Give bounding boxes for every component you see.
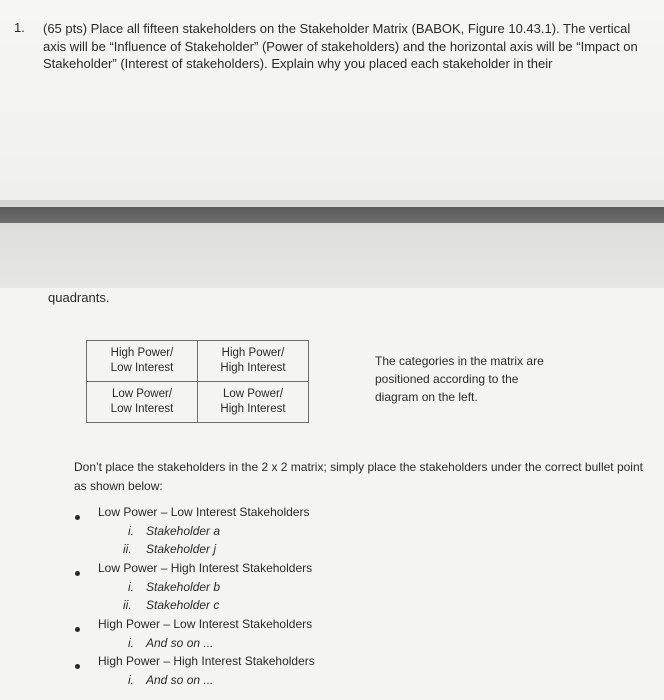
matrix-cell-high-power-high-interest [198, 341, 309, 382]
instructions: Don’t place the stakeholders in the 2 x 2 matrix; simply place the stakeholders under the correct bullet point as shown below: [74, 460, 643, 493]
sub-num: i. [128, 524, 134, 538]
sub-text: Stakeholder b [146, 580, 221, 594]
page-divider-bar [0, 207, 664, 223]
sub-text: Stakeholder a [146, 524, 221, 538]
question-number: 1. [14, 20, 25, 35]
continuation-text: quadrants. [48, 290, 110, 305]
cell-line1: Low Power/ [111, 388, 173, 400]
sub-text: And so on ... [146, 636, 214, 650]
bullet-label: High Power – Low Interest Stakeholders [98, 617, 313, 631]
sub-item [128, 524, 220, 539]
sub-num: i. [128, 580, 134, 594]
sub-text: Stakeholder c [146, 598, 220, 612]
sub-num: ii. [123, 542, 132, 556]
cell-line2: High Interest [220, 403, 286, 415]
sub-item [123, 542, 216, 557]
bullet-label: High Power – High Interest Stakeholders [98, 654, 315, 668]
bullet-dot [75, 664, 80, 669]
bullet-label: Low Power – Low Interest Stakeholders [98, 505, 310, 519]
sub-item [128, 580, 220, 595]
stakeholder-matrix [86, 340, 309, 423]
sub-text: Stakeholder j [146, 542, 217, 556]
question-text: (65 pts) Place all fifteen stakeholders on the Stakeholder Matrix (BABOK, Figure 10.43.1). The vertical axis will be “Influence of Stakeholder” (Power of stakeholders) and the horizontal axis will be “Impact on Stakeholder” (Interest of stakeholders). Explain why you placed each stakeholder in their [43, 21, 638, 71]
sub-item [128, 636, 213, 651]
bullet-dot [75, 571, 80, 576]
bullet-label: Low Power – High Interest Stakeholders [98, 561, 313, 575]
sub-num: ii. [123, 598, 132, 612]
matrix-cell-high-power-low-interest [87, 341, 198, 382]
bullet-dot [75, 515, 80, 520]
cell-line1: Low Power/ [222, 388, 284, 400]
bullet-dot [75, 627, 80, 632]
cell-line1: High Power/ [221, 347, 285, 359]
matrix-note: The categories in the matrix are positioned according to the diagram on the left. [375, 354, 544, 404]
cell-line2: High Interest [220, 362, 286, 374]
sub-num: i. [128, 673, 134, 687]
cell-line2: Low Interest [110, 403, 174, 415]
cell-line2: Low Interest [110, 362, 174, 374]
sub-item [123, 598, 219, 613]
sub-num: i. [128, 636, 134, 650]
cell-line1: High Power/ [110, 347, 174, 359]
matrix-cell-low-power-low-interest [87, 382, 198, 423]
matrix-cell-low-power-high-interest [198, 382, 309, 423]
sub-text: And so on ... [146, 673, 214, 687]
sub-item [128, 673, 213, 688]
